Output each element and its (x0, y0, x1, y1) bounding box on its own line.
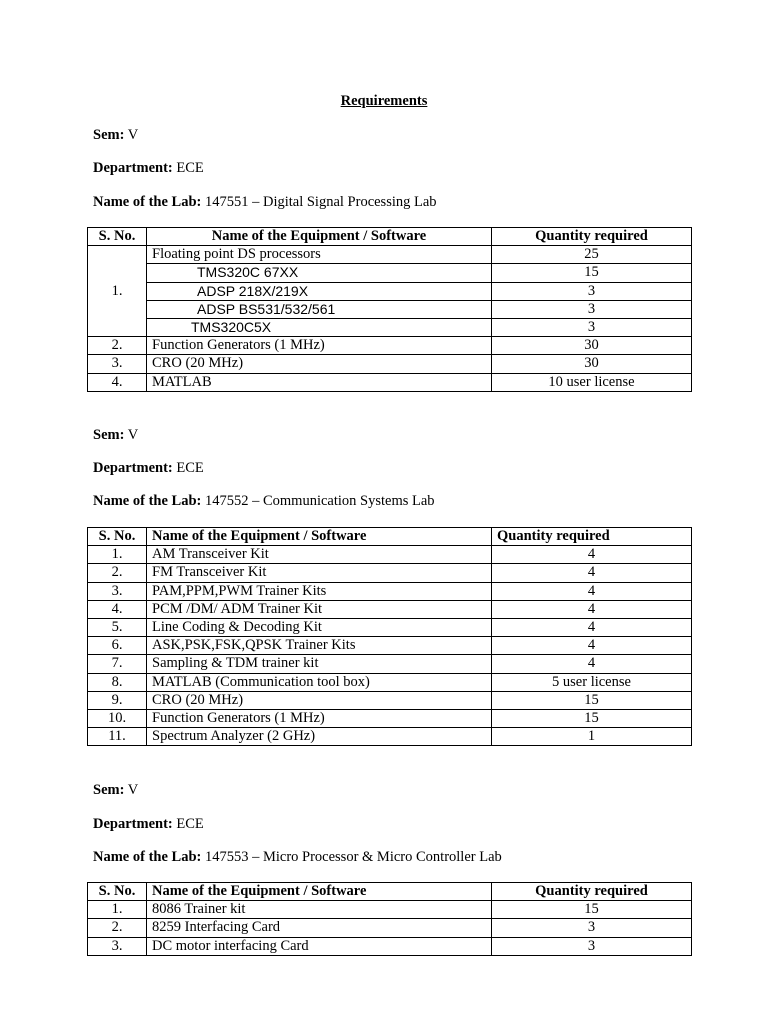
header-qty: Quantity required (492, 883, 692, 901)
sem-line (93, 427, 138, 444)
sem-line (93, 782, 138, 799)
row-sno: 2. (88, 337, 147, 355)
table-header-row (88, 528, 692, 546)
row-name: PAM,PPM,PWM Trainer Kits (147, 582, 492, 600)
row-qty: 3 (492, 937, 692, 955)
lab-name-label: Name of the Lab: (93, 194, 202, 210)
row-qty: 4 (492, 637, 692, 655)
row-qty: 15 (492, 264, 692, 282)
row-qty: 4 (492, 655, 692, 673)
row-qty: 15 (492, 710, 692, 728)
row-sno: 9. (88, 691, 147, 709)
department-line (93, 160, 204, 177)
sem-line (93, 127, 138, 144)
table-row (88, 373, 692, 391)
row-qty: 30 (492, 337, 692, 355)
row-qty: 4 (492, 619, 692, 637)
row-qty: 4 (492, 546, 692, 564)
row-name: CRO (20 MHz) (147, 691, 492, 709)
row-name: Spectrum Analyzer (2 GHz) (147, 728, 492, 746)
table-row (88, 919, 692, 937)
row-name: TMS320C 67XX (147, 264, 492, 282)
row-name: CRO (20 MHz) (147, 355, 492, 373)
row-name: AM Transceiver Kit (147, 546, 492, 564)
header-sno: S. No. (88, 228, 147, 246)
sem-label: Sem: (93, 427, 125, 443)
row-sno: 1. (88, 246, 147, 337)
table-header-row (88, 883, 692, 901)
row-sno: 1. (88, 546, 147, 564)
header-qty: Quantity required (492, 228, 692, 246)
department-value: ECE (176, 160, 204, 176)
sem-value: V (127, 427, 139, 443)
sem-value: V (127, 782, 139, 798)
table-row (88, 337, 692, 355)
row-sno: 10. (88, 710, 147, 728)
row-qty: 15 (492, 901, 692, 919)
row-name: 8259 Interfacing Card (147, 919, 492, 937)
row-name: Sampling & TDM trainer kit (147, 655, 492, 673)
lab-name-line (93, 849, 502, 866)
row-name: 8086 Trainer kit (147, 901, 492, 919)
table-row (88, 728, 692, 746)
lab-name-line (93, 194, 437, 211)
lab-name-label: Name of the Lab: (93, 849, 202, 865)
row-qty: 30 (492, 355, 692, 373)
table-row (88, 246, 692, 264)
row-qty: 3 (492, 300, 692, 318)
header-name: Name of the Equipment / Software (147, 228, 492, 246)
row-qty: 4 (492, 600, 692, 618)
row-name: ADSP BS531/532/561 (147, 300, 492, 318)
table-row (88, 546, 692, 564)
row-qty: 15 (492, 691, 692, 709)
table-row (88, 901, 692, 919)
row-qty: 5 user license (492, 673, 692, 691)
table-header-row (88, 228, 692, 246)
row-name: MATLAB (147, 373, 492, 391)
table-row (88, 937, 692, 955)
table-row (88, 637, 692, 655)
row-sno: 11. (88, 728, 147, 746)
header-qty: Quantity required (492, 528, 692, 546)
department-label: Department: (93, 160, 173, 176)
row-qty: 4 (492, 582, 692, 600)
row-sno: 3. (88, 937, 147, 955)
lab-name-value: 147553 – Micro Processor & Micro Controller Lab (204, 849, 502, 865)
lab-name-value: 147551 – Digital Signal Processing Lab (204, 194, 437, 210)
sem-value: V (127, 127, 139, 143)
header-name: Name of the Equipment / Software (147, 528, 492, 546)
department-label: Department: (93, 460, 173, 476)
row-qty: 3 (492, 282, 692, 300)
row-qty: 3 (492, 319, 692, 337)
equipment-table-microprocessor (87, 882, 692, 956)
row-sno: 1. (88, 901, 147, 919)
row-sno: 3. (88, 582, 147, 600)
equipment-table-dsp (87, 227, 692, 392)
table-row (88, 582, 692, 600)
department-value: ECE (176, 460, 204, 476)
row-name: Function Generators (1 MHz) (147, 710, 492, 728)
row-qty: 3 (492, 919, 692, 937)
row-sno: 5. (88, 619, 147, 637)
page-title: Requirements (340, 93, 428, 109)
row-sno: 8. (88, 673, 147, 691)
row-sno: 7. (88, 655, 147, 673)
header-sno: S. No. (88, 528, 147, 546)
table-row (88, 355, 692, 373)
row-name: FM Transceiver Kit (147, 564, 492, 582)
header-sno: S. No. (88, 883, 147, 901)
row-qty: 25 (492, 246, 692, 264)
row-name: MATLAB (Communication tool box) (147, 673, 492, 691)
row-qty: 10 user license (492, 373, 692, 391)
row-sno: 2. (88, 919, 147, 937)
table-row (88, 619, 692, 637)
row-name: Line Coding & Decoding Kit (147, 619, 492, 637)
table-row (88, 300, 692, 318)
table-row (88, 564, 692, 582)
row-qty: 1 (492, 728, 692, 746)
row-name: ASK,PSK,FSK,QPSK Trainer Kits (147, 637, 492, 655)
row-sno: 4. (88, 600, 147, 618)
row-name: Floating point DS processors (147, 246, 492, 264)
table-row (88, 710, 692, 728)
table-row (88, 691, 692, 709)
department-line (93, 816, 204, 833)
header-name: Name of the Equipment / Software (147, 883, 492, 901)
row-name: PCM /DM/ ADM Trainer Kit (147, 600, 492, 618)
row-sno: 6. (88, 637, 147, 655)
row-sno: 4. (88, 373, 147, 391)
row-name: Function Generators (1 MHz) (147, 337, 492, 355)
lab-name-line (93, 493, 435, 510)
lab-name-label: Name of the Lab: (93, 493, 202, 509)
table-row (88, 319, 692, 337)
row-name: DC motor interfacing Card (147, 937, 492, 955)
equipment-table-communication (87, 527, 692, 746)
department-label: Department: (93, 816, 173, 832)
table-row (88, 673, 692, 691)
department-value: ECE (176, 816, 204, 832)
table-row (88, 655, 692, 673)
row-name: TMS320C5X (147, 319, 492, 337)
row-qty: 4 (492, 564, 692, 582)
sem-label: Sem: (93, 127, 125, 143)
row-sno: 3. (88, 355, 147, 373)
lab-name-value: 147552 – Communication Systems Lab (204, 493, 435, 509)
row-name: ADSP 218X/219X (147, 282, 492, 300)
table-row (88, 264, 692, 282)
department-line (93, 460, 204, 477)
sem-label: Sem: (93, 782, 125, 798)
table-row (88, 282, 692, 300)
row-sno: 2. (88, 564, 147, 582)
table-row (88, 600, 692, 618)
